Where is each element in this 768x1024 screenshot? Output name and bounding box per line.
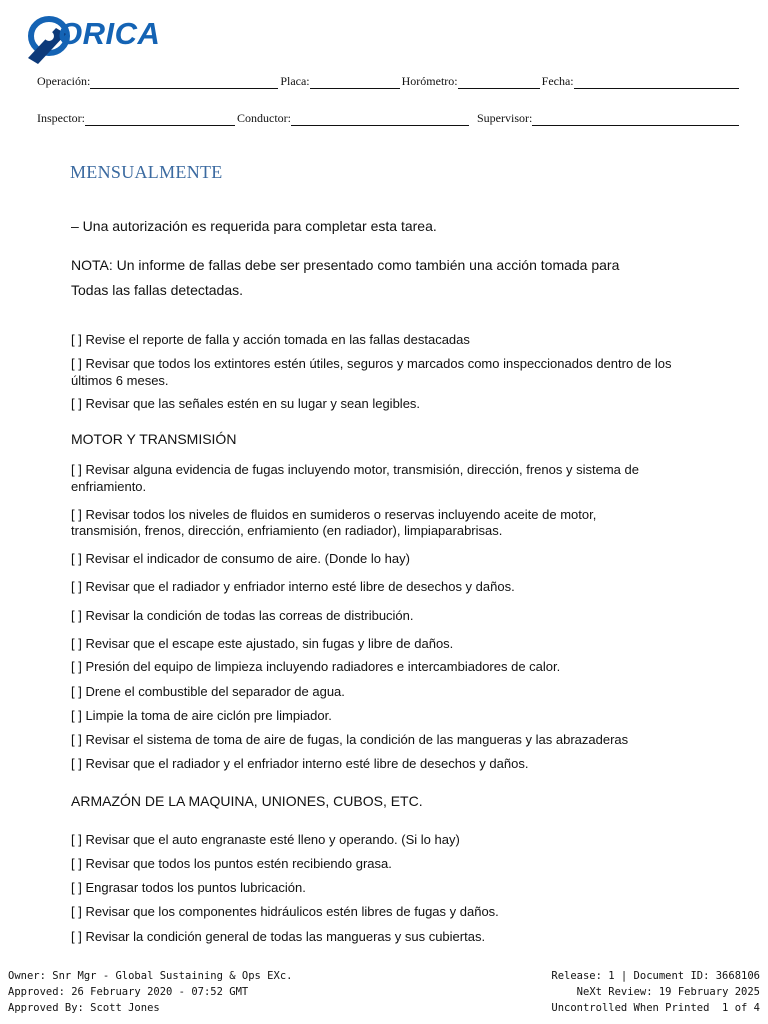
footer-release: Release: 1 | Document ID: 3668106	[551, 970, 760, 982]
page-title: MENSUALMENTE	[70, 162, 223, 182]
footer-approved: Approved: 26 February 2020 - 07:52 GMT	[8, 986, 249, 998]
footer-left	[8, 968, 292, 1016]
checklist-item[interactable]: [ ] Revise el reporte de falla y acción tomada en las fallas destacadas	[71, 332, 470, 347]
checklist-item[interactable]: [ ] Revisar el indicador de consumo de aire. (Donde lo hay)	[71, 551, 410, 566]
nota-line-1: NOTA: Un informe de fallas debe ser presentado como también una acción tomada para	[71, 257, 620, 273]
checklist-item[interactable]: [ ] Drene el combustible del separador de agua.	[71, 684, 345, 699]
checklist-item[interactable]: [ ] Revisar alguna evidencia de fugas incluyendo motor, transmisión, dirección, frenos y sistema de	[71, 462, 639, 477]
checklist-item[interactable]: [ ] Presión del equipo de limpieza incluyendo radiadores e intercambiadores de calor.	[71, 659, 561, 674]
conductor-label: Conductor:	[236, 111, 291, 125]
checklist-item[interactable]: [ ] Revisar el sistema de toma de aire de fugas, la condición de las mangueras y las abrazaderas	[71, 732, 629, 747]
checklist-item[interactable]: [ ] Revisar que los componentes hidráulicos estén libres de fugas y daños.	[71, 904, 499, 919]
checklist-item[interactable]: [ ] Limpie la toma de aire ciclón pre limpiador.	[71, 708, 332, 723]
form-row-2	[37, 111, 741, 126]
checklist-item[interactable]: [ ] Revisar que el radiador y el enfriador interno esté libre de desechos y daños.	[71, 756, 529, 771]
checklist-item-continuation: últimos 6 meses.	[71, 373, 169, 388]
checklist-item-continuation: enfriamiento.	[71, 479, 147, 494]
inspector-label: Inspector:	[37, 111, 85, 125]
checklist-item[interactable]: [ ] Revisar que el radiador y enfriador interno esté libre de desechos y daños.	[71, 579, 515, 594]
footer-next-review: NeXt Review: 19 February 2025	[576, 986, 760, 998]
brand-name: ORICA	[58, 16, 161, 51]
checklist-item-continuation: transmisión, frenos, dirección, enfriamiento (en radiador), limpiaparabrisas.	[71, 523, 503, 538]
checklist-item[interactable]: [ ] Revisar todos los niveles de fluidos en sumideros o reservas incluyendo aceite de motor,	[71, 507, 597, 522]
operacion-field[interactable]	[90, 76, 278, 89]
checklist-item[interactable]: [ ] Revisar que las señales estén en su lugar y sean legibles.	[71, 396, 421, 411]
footer-right	[551, 968, 760, 1016]
placa-field[interactable]	[310, 76, 400, 89]
fecha-field[interactable]	[574, 76, 739, 89]
form-row-1	[37, 74, 741, 89]
horometro-field[interactable]	[458, 76, 540, 89]
nota-line-2: Todas las fallas detectadas.	[71, 282, 243, 298]
fecha-label: Fecha:	[541, 74, 574, 88]
checklist-item[interactable]: [ ] Revisar la condición de todas las correas de distribución.	[71, 608, 414, 623]
supervisor-label: Supervisor:	[476, 111, 533, 125]
checklist-item[interactable]: [ ] Revisar la condición general de todas las mangueras y sus cubiertas.	[71, 929, 486, 944]
conductor-field[interactable]	[291, 113, 469, 126]
checklist-item[interactable]: [ ] Engrasar todos los puntos lubricación.	[71, 880, 306, 895]
checklist-item[interactable]: [ ] Revisar que todos los extintores estén útiles, seguros y marcados como inspeccionados dentro de los	[71, 356, 672, 371]
checklist-item[interactable]: [ ] Revisar que el auto engranaste esté lleno y operando. (Si lo hay)	[71, 832, 460, 847]
section-heading-motor: MOTOR Y TRANSMISIÓN	[71, 431, 237, 447]
authorization-note: – Una autorización es requerida para completar esta tarea.	[71, 218, 437, 234]
section-heading-armazon: ARMAZÓN DE LA MAQUINA, UNIONES, CUBOS, ETC.	[71, 793, 423, 809]
placa-label: Placa:	[280, 74, 310, 88]
checklist-item[interactable]: [ ] Revisar que el escape este ajustado, sin fugas y libre de daños.	[71, 636, 454, 651]
footer-owner: Owner: Snr Mgr - Global Sustaining & Ops EXc.	[8, 970, 293, 982]
footer-approved-by: Approved By: Scott Jones	[8, 1002, 160, 1014]
inspector-field[interactable]	[85, 113, 235, 126]
supervisor-field[interactable]	[532, 113, 739, 126]
footer-uncontrolled: Uncontrolled When Printed 1 of 4	[551, 1002, 760, 1014]
horometro-label: Horómetro:	[401, 74, 458, 88]
operacion-label: Operación:	[37, 74, 91, 88]
checklist-item[interactable]: [ ] Revisar que todos los puntos estén recibiendo grasa.	[71, 856, 392, 871]
